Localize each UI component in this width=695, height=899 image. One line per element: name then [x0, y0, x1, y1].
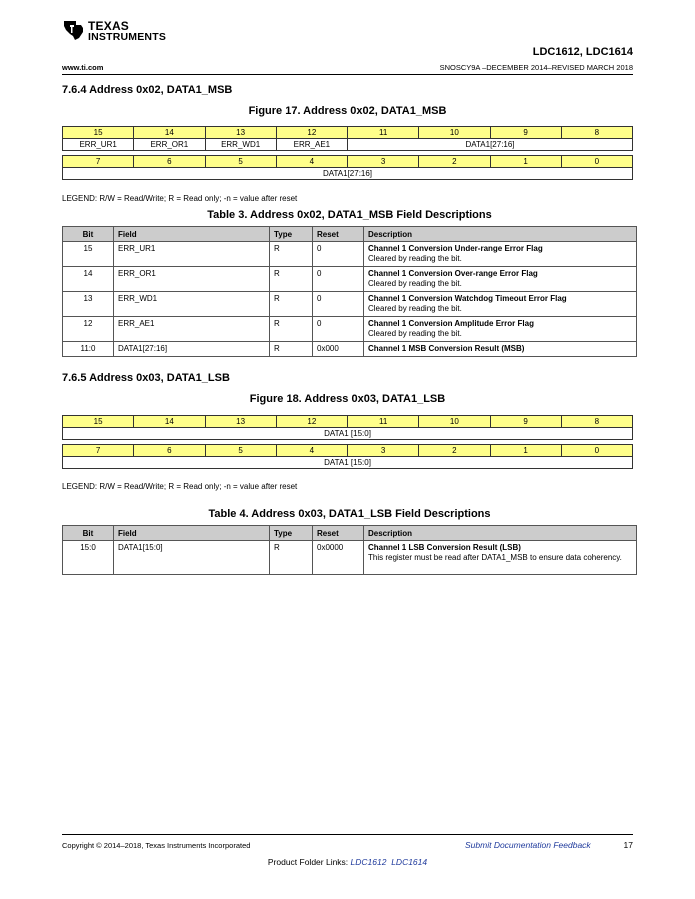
cell-type: R [270, 541, 313, 575]
register-diagram-data1-lsb [62, 415, 633, 469]
description-title: Channel 1 Conversion Watchdog Timeout Error Flag [368, 294, 567, 303]
website-link[interactable]: www.ti.com [62, 63, 104, 72]
description-title: Channel 1 Conversion Over-range Error Flag [368, 269, 538, 278]
description-title: Channel 1 Conversion Amplitude Error Flag [368, 319, 534, 328]
bit-number: 1 [490, 445, 561, 457]
cell-description [364, 342, 637, 357]
bit-number: 15 [63, 127, 134, 139]
section-heading-764: 7.6.4 Address 0x02, DATA1_MSB [62, 84, 233, 96]
cell-bit: 13 [63, 292, 114, 317]
cell-type: R [270, 292, 313, 317]
cell-reset: 0 [313, 242, 364, 267]
table-row [63, 267, 637, 292]
register-field: ERR_WD1 [205, 139, 276, 151]
product-folder-label: Product Folder Links: [267, 857, 351, 867]
cell-field: DATA1[15:0] [114, 541, 270, 575]
field-table-data1-lsb [62, 525, 637, 575]
description-title: Channel 1 MSB Conversion Result (MSB) [368, 344, 525, 353]
column-header: Description [364, 526, 637, 541]
document-title[interactable]: LDC1612, LDC1614 [532, 46, 633, 58]
bit-number: 10 [419, 127, 490, 139]
bit-number: 9 [490, 127, 561, 139]
bit-number: 7 [63, 156, 134, 168]
cell-field: ERR_WD1 [114, 292, 270, 317]
cell-type: R [270, 267, 313, 292]
ti-logo[interactable] [62, 18, 172, 52]
cell-description [364, 541, 637, 575]
register-field: ERR_AE1 [276, 139, 347, 151]
field-table-data1-msb [62, 226, 637, 357]
bit-number: 3 [348, 445, 419, 457]
product-link-ldc1612[interactable]: LDC1612 [350, 857, 387, 867]
page-number: 17 [623, 840, 633, 850]
figure-17-title: Figure 17. Address 0x02, DATA1_MSB [248, 105, 447, 117]
cell-type: R [270, 242, 313, 267]
register-field: ERR_OR1 [134, 139, 205, 151]
cell-description [364, 267, 637, 292]
submit-feedback-link[interactable]: Submit Documentation Feedback [465, 840, 591, 850]
bit-number: 15 [63, 416, 134, 428]
cell-reset: 0 [313, 317, 364, 342]
bit-number: 8 [561, 127, 632, 139]
column-header: Type [270, 526, 313, 541]
bit-number: 1 [490, 156, 561, 168]
logo-line-1: TEXAS [88, 19, 130, 33]
column-header: Field [114, 526, 270, 541]
bit-number: 4 [276, 156, 347, 168]
column-header: Reset [313, 227, 364, 242]
register-legend: LEGEND: R/W = Read/Write; R = Read only; -n = value after reset [62, 194, 298, 203]
register-field: ERR_UR1 [63, 139, 134, 151]
bit-number: 6 [134, 156, 205, 168]
description-text: This register must be read after DATA1_MSB to ensure data coherency. [368, 552, 622, 562]
bit-number: 12 [276, 416, 347, 428]
cell-bit: 15 [63, 242, 114, 267]
register-field: DATA1 [15:0] [63, 428, 633, 440]
section-heading-765: 7.6.5 Address 0x03, DATA1_LSB [62, 372, 230, 384]
cell-reset: 0x0000 [313, 541, 364, 575]
bit-number: 14 [134, 127, 205, 139]
copyright-notice: Copyright © 2014–2018, Texas Instruments Incorporated [62, 841, 251, 850]
description-title: Channel 1 LSB Conversion Result (LSB) [368, 543, 521, 552]
table-3-title: Table 3. Address 0x02, DATA1_MSB Field Descriptions [207, 209, 492, 221]
bit-number: 2 [419, 156, 490, 168]
bit-number: 6 [134, 445, 205, 457]
cell-bit: 14 [63, 267, 114, 292]
bit-number: 14 [134, 416, 205, 428]
bit-number: 13 [205, 416, 276, 428]
description-text: Cleared by reading the bit. [368, 303, 462, 313]
cell-bit: 12 [63, 317, 114, 342]
bit-number: 13 [205, 127, 276, 139]
bit-number: 5 [205, 445, 276, 457]
product-folder-links [0, 857, 695, 867]
register-legend: LEGEND: R/W = Read/Write; R = Read only; -n = value after reset [62, 482, 298, 491]
bit-number: 4 [276, 445, 347, 457]
bit-number: 12 [276, 127, 347, 139]
bit-number: 5 [205, 156, 276, 168]
revision-info: SNOSCY9A –DECEMBER 2014–REVISED MARCH 2018 [439, 63, 633, 72]
ti-state-logo-icon [62, 18, 86, 42]
bit-number: 0 [561, 445, 632, 457]
register-field: DATA1[27:16] [63, 168, 633, 180]
table-row [63, 292, 637, 317]
description-text: Cleared by reading the bit. [368, 253, 462, 263]
cell-field: DATA1[27:16] [114, 342, 270, 357]
column-header: Field [114, 227, 270, 242]
logo-line-2: INSTRUMENTS [88, 31, 167, 43]
bit-number: 11 [348, 416, 419, 428]
column-header: Reset [313, 526, 364, 541]
cell-field: ERR_OR1 [114, 267, 270, 292]
cell-description [364, 292, 637, 317]
bit-number: 0 [561, 156, 632, 168]
cell-field: ERR_AE1 [114, 317, 270, 342]
figure-18-title: Figure 18. Address 0x03, DATA1_LSB [249, 393, 446, 405]
description-text: Cleared by reading the bit. [368, 278, 462, 288]
cell-description [364, 242, 637, 267]
cell-reset: 0 [313, 292, 364, 317]
bit-number: 10 [419, 416, 490, 428]
description-title: Channel 1 Conversion Under-range Error Flag [368, 244, 543, 253]
column-header: Type [270, 227, 313, 242]
table-4-title: Table 4. Address 0x03, DATA1_LSB Field Descriptions [208, 508, 491, 520]
bit-number: 3 [348, 156, 419, 168]
register-field: DATA1[27:16] [348, 139, 633, 151]
cell-description [364, 317, 637, 342]
description-text: Cleared by reading the bit. [368, 328, 462, 338]
bit-number: 9 [490, 416, 561, 428]
footer-rule [62, 834, 633, 835]
bit-number: 11 [348, 127, 419, 139]
cell-field: ERR_UR1 [114, 242, 270, 267]
cell-reset: 0x000 [313, 342, 364, 357]
column-header: Description [364, 227, 637, 242]
bit-number: 8 [561, 416, 632, 428]
table-row [63, 541, 637, 575]
product-link-ldc1614[interactable]: LDC1614 [391, 857, 428, 867]
cell-bit: 11:0 [63, 342, 114, 357]
column-header: Bit [63, 526, 114, 541]
register-field: DATA1 [15:0] [63, 457, 633, 469]
table-row [63, 242, 637, 267]
cell-type: R [270, 342, 313, 357]
cell-type: R [270, 317, 313, 342]
table-row [63, 342, 637, 357]
bit-number: 7 [63, 445, 134, 457]
column-header: Bit [63, 227, 114, 242]
bit-number: 2 [419, 445, 490, 457]
header-rule [62, 74, 633, 75]
cell-reset: 0 [313, 267, 364, 292]
table-row [63, 317, 637, 342]
register-diagram-data1-msb [62, 126, 633, 180]
cell-bit: 15:0 [63, 541, 114, 575]
